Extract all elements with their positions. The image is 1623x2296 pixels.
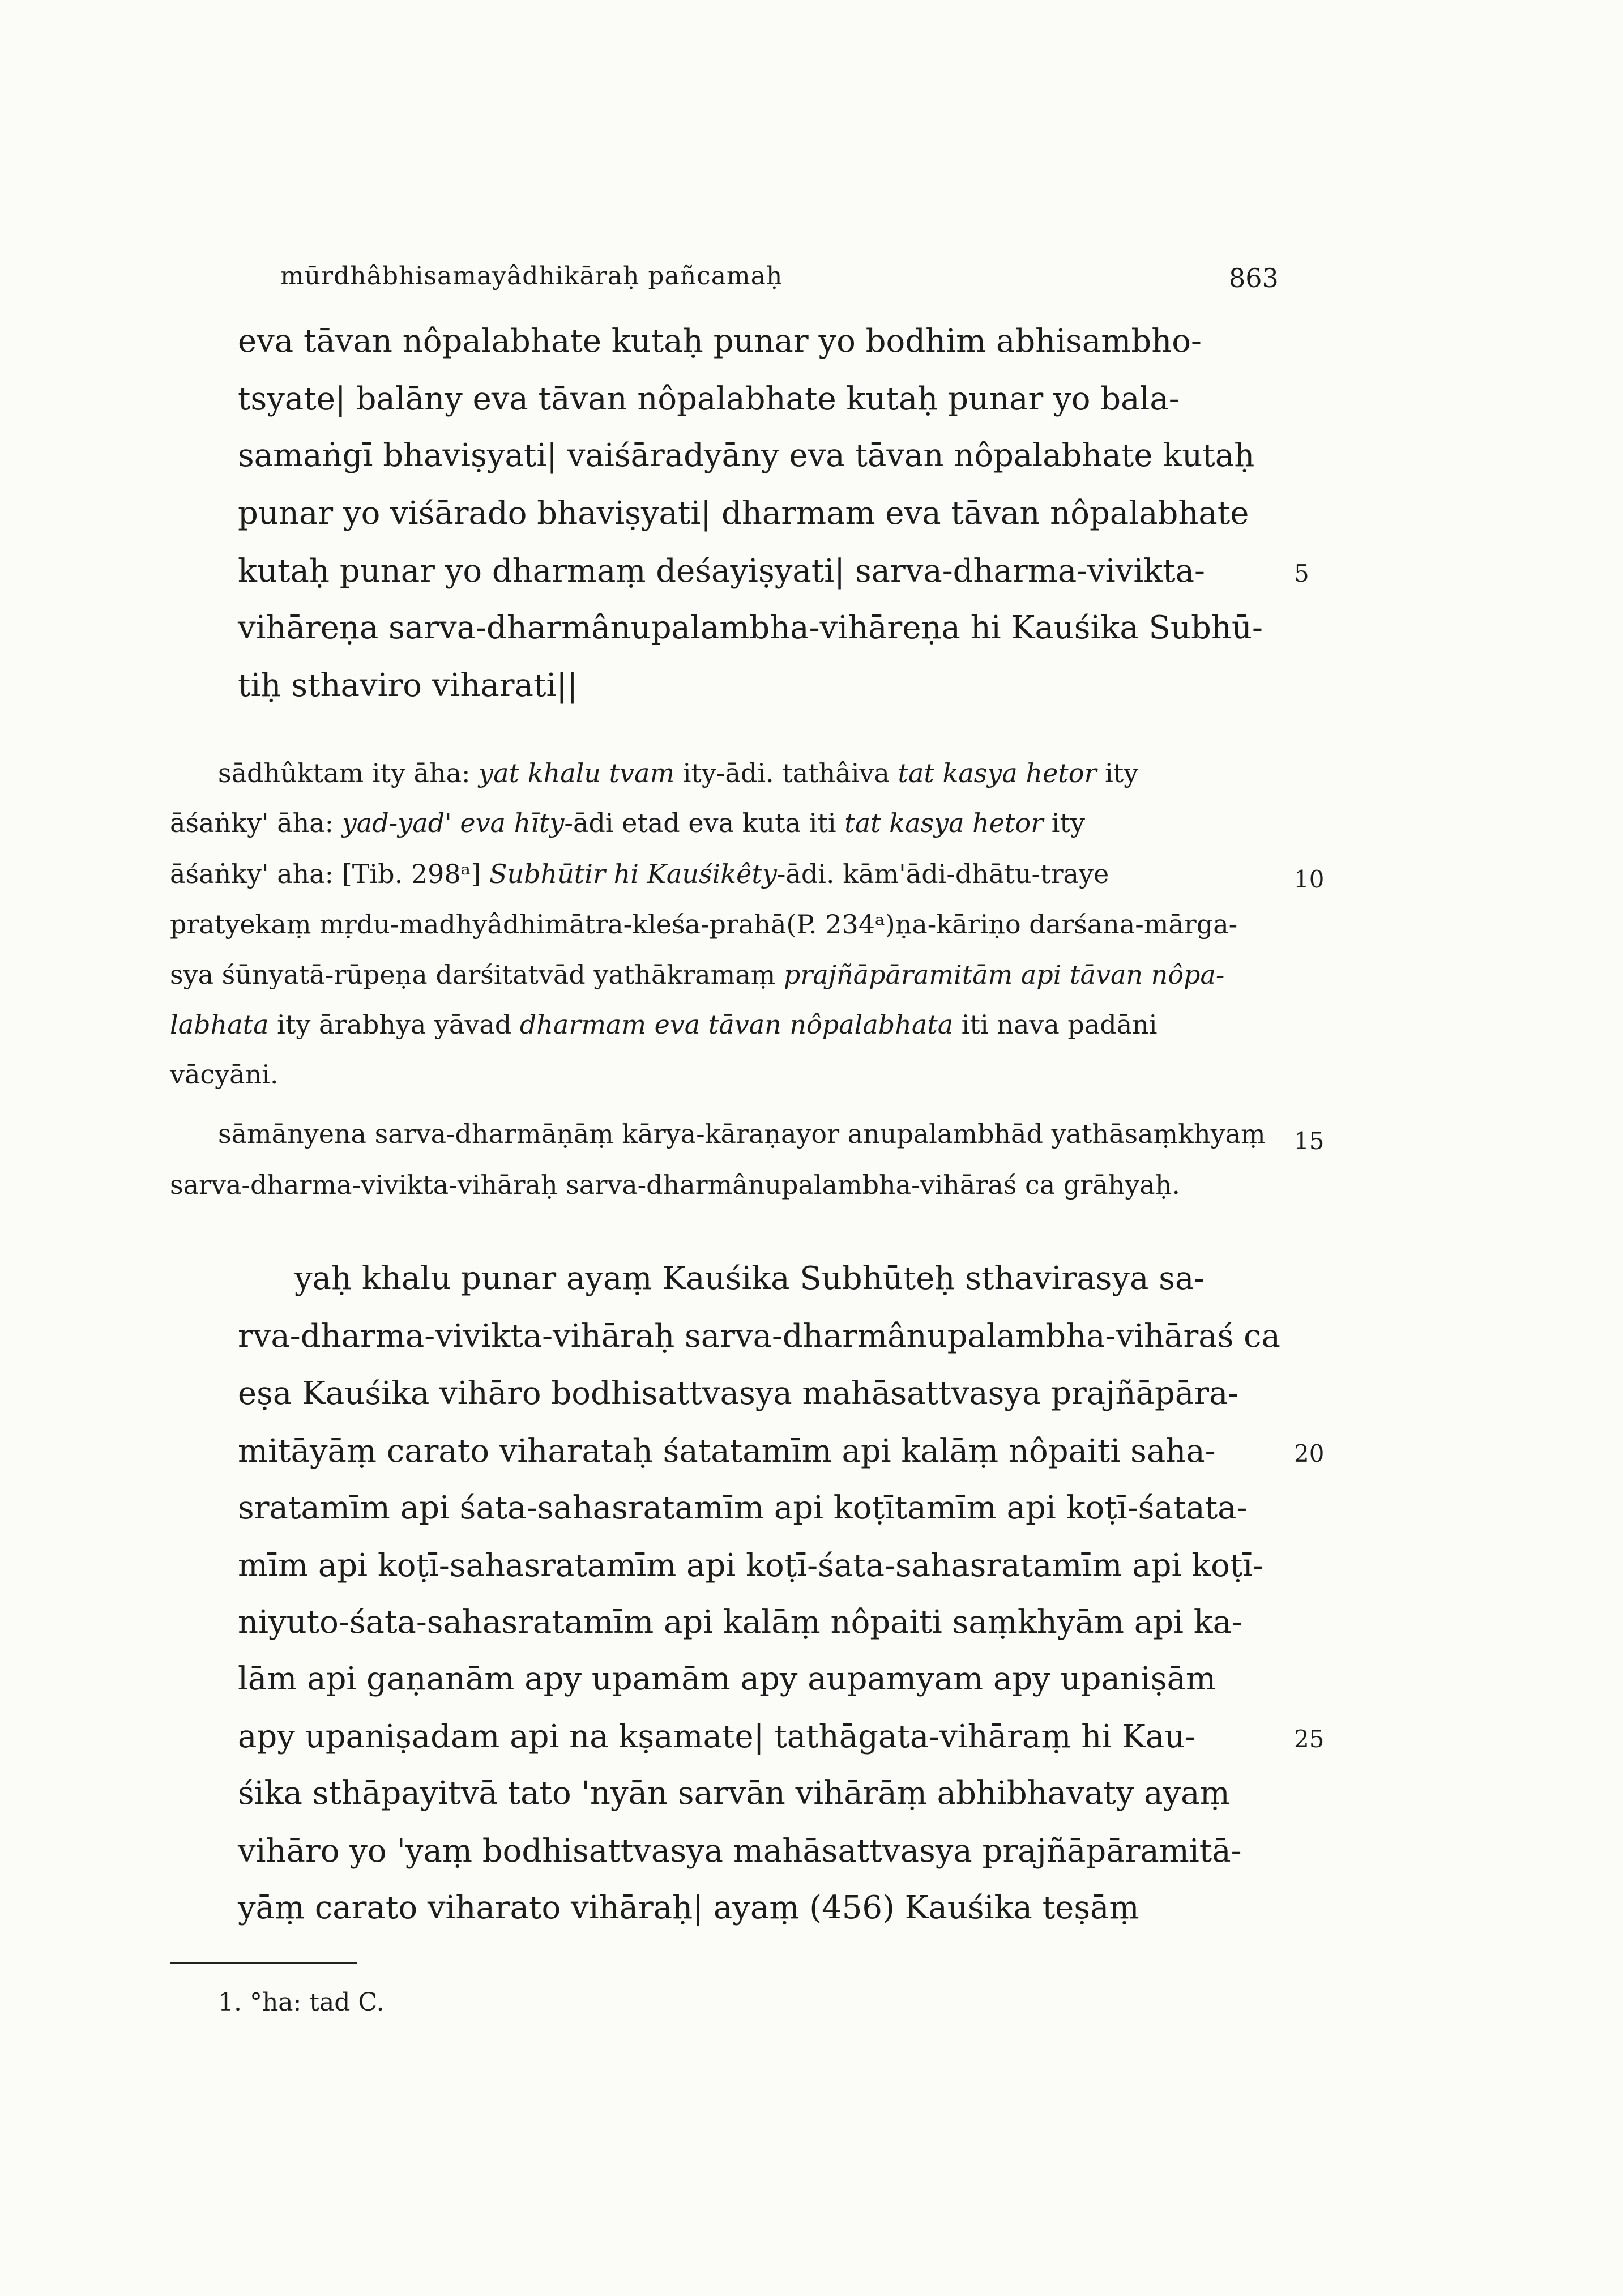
line-number: 15 [1294,1127,1325,1155]
main-text-line: samaṅgī bhaviṣyati| vaiśāradyāny eva tāvan nôpalabhate kutaḥ [238,437,1255,474]
commentary-line: sādhûktam ity āha: yat khalu tvam ity-ādi. tathâiva tat kasya hetor ity [218,758,1139,788]
main-text-line: yaḥ khalu punar ayaṃ Kauśika Subhūteḥ sthavirasya sa- [294,1260,1205,1297]
footnote-rule [170,1962,357,1964]
commentary-line: āśaṅky' aha: [Tib. 298ᵃ] Subhūtir hi Kauśikêty-ādi. kām'ādi-dhātu-traye [170,859,1109,889]
main-text-line: vihāreṇa sarva-dharmânupalambha-vihāreṇa hi Kauśika Subhū- [238,609,1263,646]
main-text-line: niyuto-śata-sahasratamīm api kalāṃ nôpaiti saṃkhyām api ka- [238,1604,1242,1641]
commentary-line: pratyekaṃ mṛdu-madhyâdhimātra-kleśa-prahā(P. 234ᵃ)ṇa-kāriṇo darśana-mārga- [170,909,1238,940]
commentary-line: vācyāni. [170,1059,279,1090]
commentary-line: sya śūnyatā-rūpeṇa darśitatvād yathākramaṃ prajñāpāramitām api tāvan nôpa- [170,959,1225,990]
main-text-line: rva-dharma-vivikta-vihāraḥ sarva-dharmânupalambha-vihāraś ca [238,1318,1280,1355]
line-number: 5 [1294,560,1309,587]
main-text-line: apy upaniṣadam api na kṣamate| tathāgata-vihāraṃ hi Kau- [238,1718,1196,1755]
main-text-line: vihāro yo 'yaṃ bodhisattvasya mahāsattvasya prajñāpāramitā- [238,1833,1242,1870]
main-text-line: lām api gaṇanām apy upamām apy aupamyam apy upaniṣām [238,1661,1216,1697]
main-text-line: tsyate| balāny eva tāvan nôpalabhate kutaḥ punar yo bala- [238,381,1180,417]
main-text-line: yāṃ carato viharato vihāraḥ| ayaṃ (456) Kauśika teṣāṃ [238,1889,1139,1926]
line-number: 20 [1294,1440,1325,1467]
main-text-line: śika sthāpayitvā tato 'nyān sarvān vihārāṃ abhibhavaty ayaṃ [238,1775,1230,1812]
main-text-line: eṣa Kauśika vihāro bodhisattvasya mahāsattvasya prajñāpāra- [238,1375,1239,1412]
main-text-line: kutaḥ punar yo dharmaṃ deśayiṣyati| sarva-dharma-vivikta- [238,553,1205,590]
page-number: 863 [1229,263,1279,293]
main-text-line: mitāyāṃ carato viharataḥ śatatamīm api kalāṃ nôpaiti saha- [238,1433,1216,1470]
line-number: 10 [1294,865,1325,893]
commentary-line: sāmānyena sarva-dharmāṇāṃ kārya-kāraṇayor anupalambhād yathāsaṃkhyaṃ [218,1119,1266,1149]
main-text-line: tiḥ sthaviro viharati|| [238,667,578,704]
footnote: 1. °ha: tad C. [218,1988,385,2017]
running-header: mūrdhâbhisamayâdhikāraḥ pañcamaḥ [280,262,783,291]
commentary-line: āśaṅky' āha: yad-yad' eva hīty-ādi etad eva kuta iti tat kasya hetor ity [170,808,1085,838]
main-text-line: sratamīm api śata-sahasratamīm api koṭītamīm api koṭī-śatata- [238,1490,1248,1526]
commentary-line: sarva-dharma-vivikta-vihāraḥ sarva-dharmânupalambha-vihāraś ca grāhyaḥ. [170,1170,1180,1200]
commentary-line: labhata ity ārabhya yāvad dharmam eva tāvan nôpalabhata iti nava padāni [170,1009,1158,1040]
main-text-line: eva tāvan nôpalabhate kutaḥ punar yo bodhim abhisambho- [238,323,1202,360]
main-text-line: mīm api koṭī-sahasratamīm api koṭī-śata-sahasratamīm api koṭī- [238,1547,1264,1584]
line-number: 25 [1294,1725,1325,1753]
main-text-line: punar yo viśārado bhaviṣyati| dharmam eva tāvan nôpalabhate [238,495,1249,532]
